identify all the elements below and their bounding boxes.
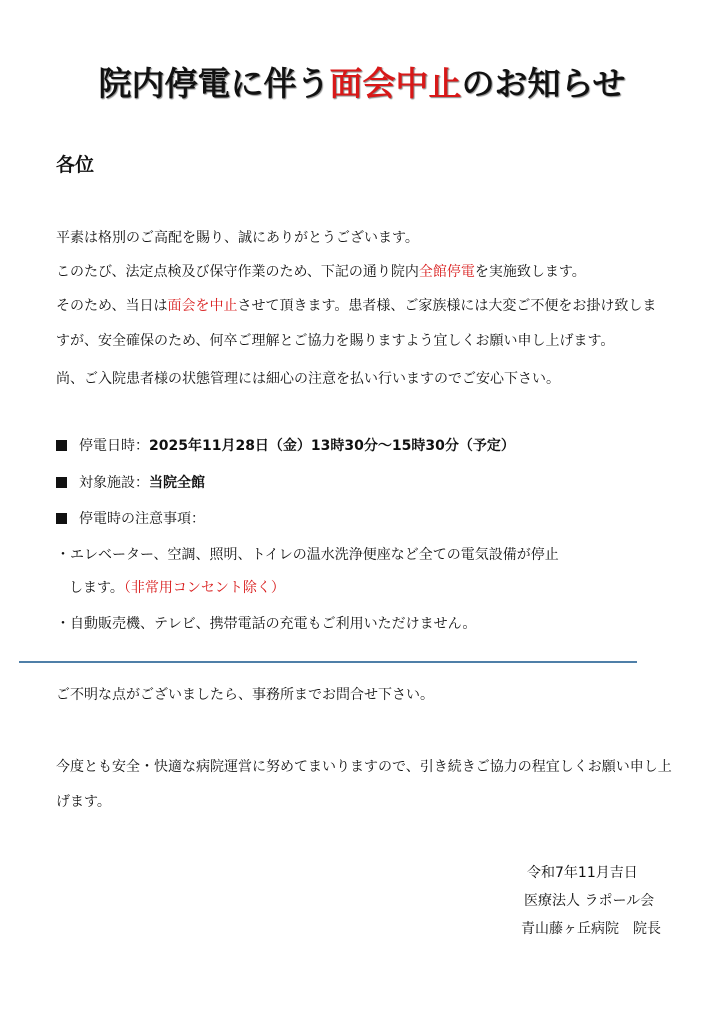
body-line-5: 尚、ご入院患者様の状態管理には細心の注意を払い行いますのでご安心下さい。: [56, 371, 560, 387]
salutation: 各位: [56, 154, 95, 176]
body-line-3-a: そのため、当日は: [56, 298, 168, 314]
closing-line-1: 今度とも安全・快適な病院運営に努めてまいりますので、引き続きご協力の程宜しくお願い申し上: [56, 759, 672, 775]
title-highlight: 面会中止: [329, 64, 462, 103]
signature-org: 医療法人 ラポール会: [524, 893, 655, 909]
closing-line-2: げます。: [56, 794, 111, 810]
square-bullet-icon: [56, 440, 67, 451]
note-1-tail: します。: [69, 580, 124, 596]
body-line-2-b: を実施致します。: [474, 264, 586, 280]
detail-facility: [56, 472, 205, 492]
signature-date: 令和7年11月吉日: [527, 865, 638, 881]
section-divider: [19, 661, 637, 663]
detail-datetime-value: 2025年11月28日（金）13時30分～15時30分（予定）: [149, 438, 515, 454]
note-2: ・自動販売機、テレビ、携帯電話の充電もご利用いただけません。: [56, 616, 477, 632]
body-line-4: すが、安全確保のため、何卒ご理解とご協力を賜りますよう宜しくお願い申し上げます。: [56, 333, 615, 349]
body-line-2-highlight: 全館停電: [418, 264, 475, 280]
detail-facility-label: 対象施設：: [79, 475, 149, 491]
body-line-3-b: させて頂きます。患者様、ご家族様には大変ご不便をお掛け致しま: [237, 298, 657, 314]
square-bullet-icon: [56, 513, 67, 524]
body-line-3: [56, 295, 656, 315]
title-part-3: のお知らせ: [461, 64, 626, 103]
signature-hospital: 青山藤ヶ丘病院 院長: [521, 921, 661, 937]
note-1-exception: （非常用コンセント除く）: [123, 580, 285, 596]
detail-notes-label: 停電時の注意事項：: [79, 511, 205, 527]
body-line-3-highlight: 面会を中止: [167, 298, 238, 314]
body-line-2: [56, 261, 586, 281]
square-bullet-icon: [56, 477, 67, 488]
contact-line: ご不明な点がございましたら、事務所までお問合せ下さい。: [56, 687, 434, 703]
detail-notes: [56, 508, 205, 528]
body-line-1: 平素は格別のご高配を賜り、誠にありがとうございます。: [56, 230, 419, 246]
detail-datetime: [56, 435, 515, 455]
detail-datetime-label: 停電日時：: [79, 438, 149, 454]
note-1-line-a: ・エレベーター、空調、照明、トイレの温水洗浄便座など全ての電気設備が停止: [56, 547, 559, 563]
note-1-line-b: [69, 577, 285, 597]
body-line-2-a: このたび、法定点検及び保守作業のため、下記の通り院内: [56, 264, 419, 280]
notice-title: [0, 58, 724, 105]
detail-facility-value: 当院全館: [149, 475, 205, 491]
title-part-1: 院内停電に伴う: [98, 64, 330, 103]
